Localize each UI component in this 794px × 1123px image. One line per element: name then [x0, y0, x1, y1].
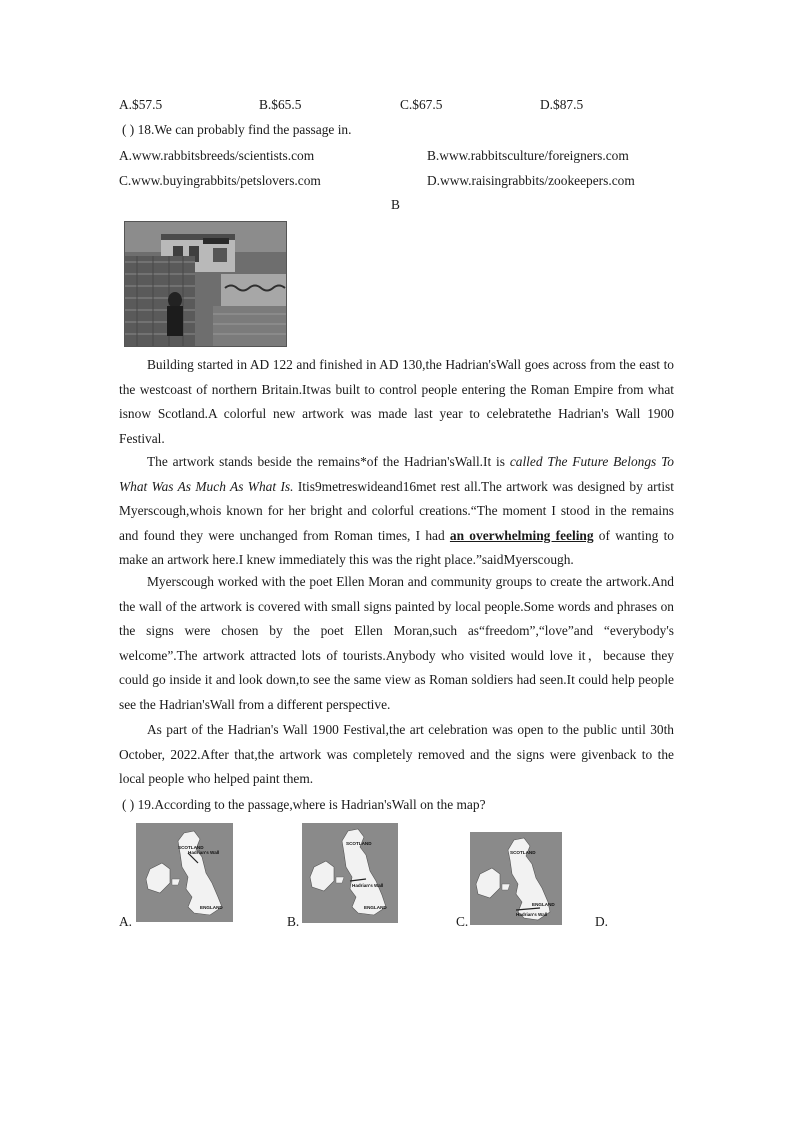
artwork-title: called The Future Belongs To What Was As Much As What Is. — [119, 454, 674, 494]
q18-option-b: B.www.rabbitsculture/foreigners.com — [427, 148, 629, 163]
paragraph-2-text-a: The artwork stands beside the remains*of the Hadrian'sWall.It is — [147, 454, 510, 469]
q19-option-c: C. — [456, 914, 469, 929]
q17-option-b: B.$65.5 — [259, 97, 302, 112]
artwork-photo — [124, 221, 287, 347]
map-b-label-england: ENGLAND — [364, 905, 387, 910]
passage-paragraph-3: Myerscough worked with the poet Ellen Moran and community groups to create the artwork.And the wall of the artwork is covered with small signs painted by local people.Some words and phrases on the signs were chosen by the poet Ellen Moran,such as“freedom”,“love”and “everybody's welcome”.The artwork attracted lots of tourists.Anybody who visited would love it，because they could go inside it and look down,to see the same view as Roman soldiers had seen.It could help people see the Hadrian'sWall from a different perspective. — [119, 574, 674, 712]
map-c-label-england: ENGLAND — [532, 902, 555, 907]
paragraph-2-text-b: Itis9metreswideand16met rest all.The artwork was designed by artist Myerscough,whois known for her bright and colorful creations.“The moment I stood in the remains and found they were unchanged from Roman times, I had — [119, 478, 674, 543]
q18-option-d: D.www.raisingrabbits/zookeepers.com — [427, 173, 635, 188]
underlined-phrase: an overwhelming feeling — [449, 527, 594, 543]
q18-stem: ( ) 18.We can probably find the passage in. — [122, 122, 352, 137]
map-c-label-scotland: SCOTLAND — [510, 850, 536, 855]
map-b-label-scotland: SCOTLAND — [346, 841, 372, 846]
map-a-label-wall: Hadrian's Wall — [188, 850, 220, 855]
passage-paragraph-2 — [119, 450, 674, 573]
passage-paragraph-1: Building started in AD 122 and finished in AD 130,the Hadrian'sWall goes across from the east to the westcoast of northern Britain.Itwas built to control people entering the Roman Empire from what isnow Scotland.A colorful new artwork was made last year to celebratethe Hadrian's Wall 1900 Festival. — [119, 357, 674, 446]
map-option-a[interactable] — [136, 823, 233, 922]
map-a-label-scotland: SCOTLAND — [178, 845, 204, 850]
section-label: B — [391, 197, 400, 212]
map-a-label-england: ENGLAND — [200, 905, 223, 910]
map-option-c[interactable] — [470, 832, 562, 925]
map-c-label-wall: Hadrian's Wall — [516, 912, 548, 917]
map-b-label-wall: Hadrian's Wall — [352, 883, 384, 888]
q19-stem: ( ) 19.According to the passage,where is Hadrian'sWall on the map? — [122, 797, 486, 812]
q19-option-b: B. — [287, 914, 300, 929]
passage-paragraph-4: As part of the Hadrian's Wall 1900 Festival,the art celebration was open to the public until 30th October, 2022.After that,the artwork was completely removed and the signs were givenback to the local people who helped paint them. — [119, 722, 674, 786]
paragraph-2-text-c: of wanting to make an artwork here.I knew immediately this was the right place.”saidMyerscough. — [119, 527, 674, 567]
q19-option-a: A. — [119, 914, 133, 929]
q18-option-c: C.www.buyingrabbits/petslovers.com — [119, 173, 321, 188]
q17-option-d: D.$87.5 — [540, 97, 584, 112]
map-option-b[interactable] — [302, 823, 398, 923]
q19-option-d: D. — [595, 914, 609, 929]
q17-option-c: C.$67.5 — [400, 97, 443, 112]
q18-option-a: A.www.rabbitsbreeds/scientists.com — [119, 148, 315, 163]
q17-option-a: A.$57.5 — [119, 97, 163, 112]
